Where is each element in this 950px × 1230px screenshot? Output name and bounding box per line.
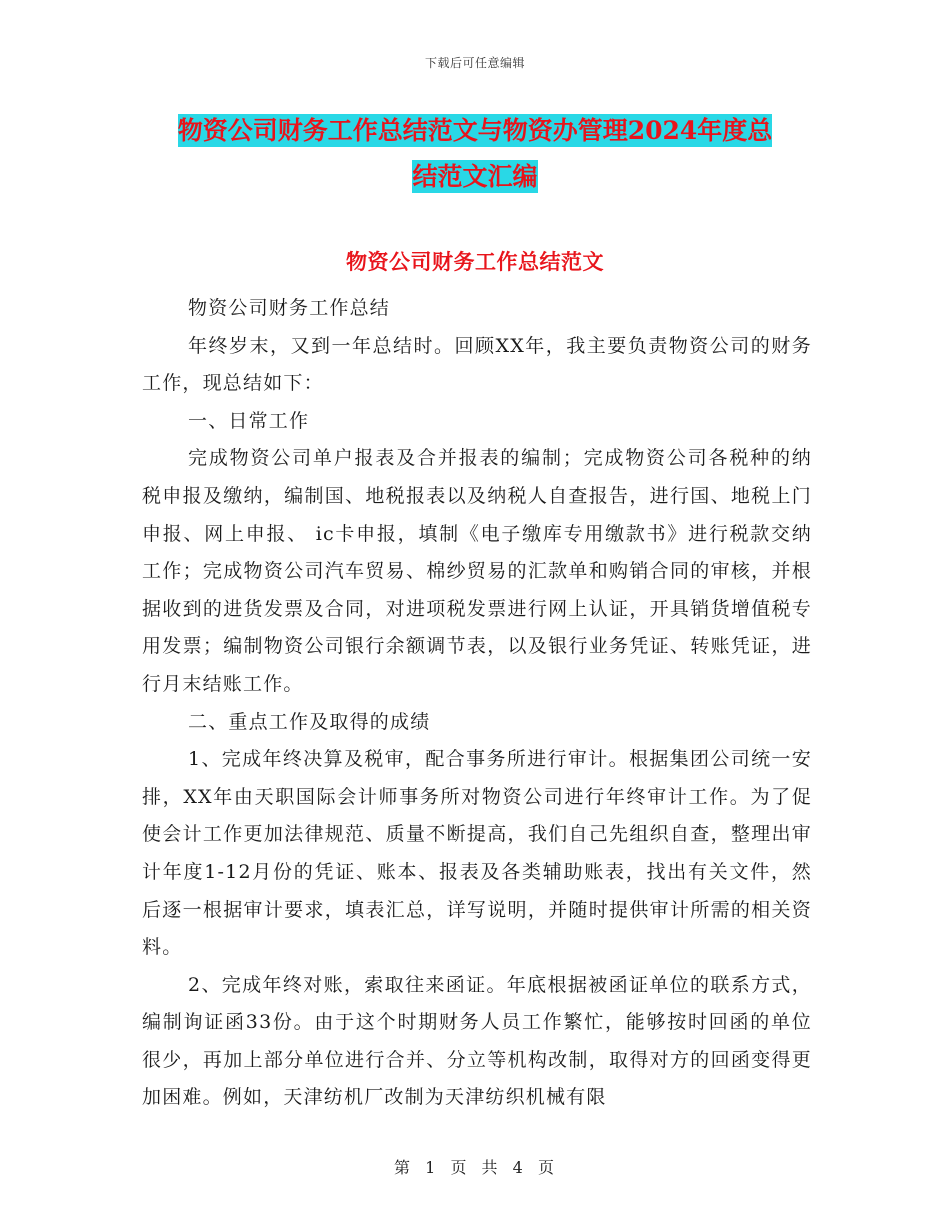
body-text xyxy=(142,290,812,1117)
footer-prefix: 第 xyxy=(394,1158,413,1177)
page-footer xyxy=(0,1155,950,1178)
paragraph-heading-key-work: 二、重点工作及取得的成绩 xyxy=(188,710,431,733)
document-title xyxy=(140,108,810,200)
paragraph-key-work-2: 2、完成年终对账，索取往来函证。年底根据被函证单位的联系方式，编制询证函33份。由于这个时期财务人员工作繁忙，能够按时回函的单位很少，再加上部分单位进行合并、分立等机构改制，取得对方的回函变得更加困难。例如，天津纺机厂改制为天津纺织机械有限 xyxy=(142,973,812,1109)
paragraph-heading-daily-work: 一、日常工作 xyxy=(188,409,310,432)
title-line-1: 物资公司财务工作总结范文与物资办管理2024年度总 xyxy=(177,116,773,145)
title-line-2: 结范文汇编 xyxy=(412,162,538,191)
footer-total-pages: 4 xyxy=(512,1158,525,1177)
section-heading: 物资公司财务工作总结范文 xyxy=(346,249,604,274)
paragraph-key-work-1: 1、完成年终决算及税审，配合事务所进行审计。根据集团公司统一安排，XX年由天职国际会计师事务所对物资公司进行年终审计工作。为了促使会计工作更加法律规范、质量不断提高，我们自己先组织自查，整理出审计年度1-12月份的凭证、账本、报表及各类辅助账表，找出有关文件，然后逐一根据审计要求，填表汇总，详写说明，并随时提供审计所需的相关资料。 xyxy=(142,748,812,959)
header-note: 下载后可任意编辑 xyxy=(424,56,525,70)
paragraph-daily-work: 完成物资公司单户报表及合并报表的编制；完成物资公司各税种的纳税申报及缴纳，编制国、地税报表以及纳税人自查报告，进行国、地税上门申报、网上申报、 ic卡申报，填制《电子缴库专用缴款书》进行税款交纳工作；完成物资公司汽车贸易、棉纱贸易的汇款单和购销合同的审核，并根据收到的进货发票及合同，对进项税发票进行网上认证，开具销货增值税专用发票；编制物资公司银行余额调节表，以及银行业务凭证、转账凭证，进行月末结账工作。 xyxy=(142,447,812,695)
paragraph-intro: 年终岁末，又到一年总结时。回顾XX年，我主要负责物资公司的财务工作，现总结如下： xyxy=(142,334,812,395)
footer-suffix: 页 xyxy=(537,1158,556,1177)
footer-page-label: 页 xyxy=(450,1158,469,1177)
paragraph-subtitle: 物资公司财务工作总结 xyxy=(188,297,391,319)
footer-total-label: 共 xyxy=(481,1158,500,1177)
footer-page-number: 1 xyxy=(425,1158,438,1177)
